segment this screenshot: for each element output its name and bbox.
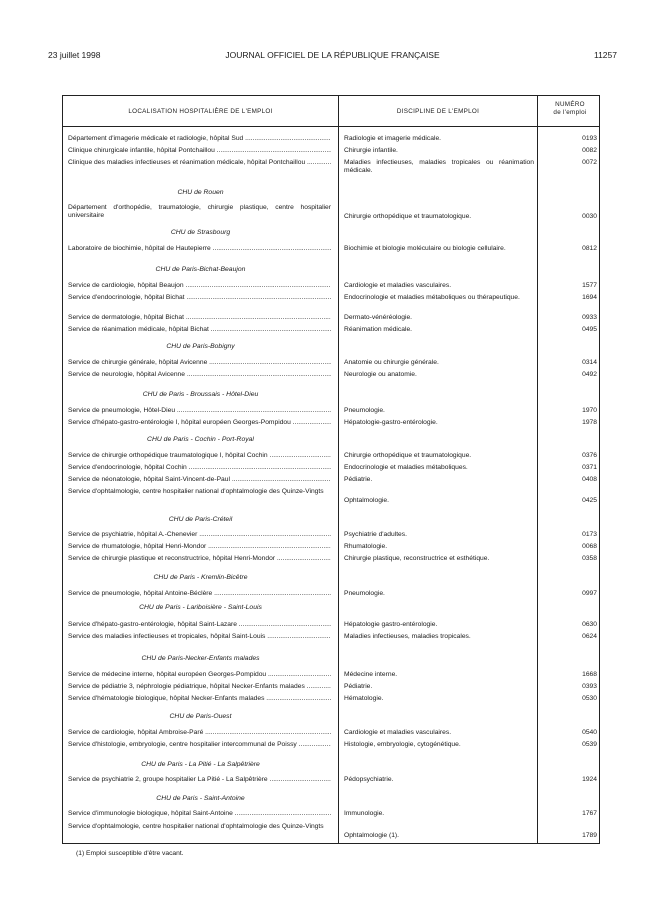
cell-numero: 0173 xyxy=(582,531,597,538)
cell-localisation xyxy=(68,294,331,302)
cell-numero: 0624 xyxy=(582,633,597,640)
column-divider xyxy=(537,96,538,843)
cell-localisation-text: Service des maladies infectieuses et tropicales, hôpital Saint-Louis ..... xyxy=(68,633,331,640)
footnote: (1) Emploi susceptible d'être vacant. xyxy=(76,850,184,857)
page-header xyxy=(48,50,617,62)
cell-numero: 1577 xyxy=(582,282,597,289)
cell-localisation xyxy=(68,823,331,831)
cell-localisation xyxy=(68,683,331,691)
cell-numero: 1789 xyxy=(582,832,597,839)
cell-discipline: Neurologie ou anatomie. xyxy=(344,371,417,378)
cell-discipline: Histologie, embryologie, cytogénétique. xyxy=(344,741,461,748)
cell-localisation xyxy=(68,729,331,737)
group-heading: CHU de Paris - Lariboisière - Saint-Louis xyxy=(139,604,262,611)
appointments-table xyxy=(62,95,600,844)
cell-discipline: Endocrinologie et maladies métaboliques. xyxy=(344,464,468,471)
column-divider xyxy=(338,96,339,843)
cell-numero: 0495 xyxy=(582,326,597,333)
cell-discipline: Ophtalmologie. xyxy=(344,497,389,504)
cell-discipline: Pédiatrie. xyxy=(344,476,373,483)
cell-discipline: Immunologie. xyxy=(344,810,385,817)
cell-discipline: Chirurgie infantile. xyxy=(344,147,398,154)
cell-localisation-text: Service de chirurgie orthopédique traumatologique I, hôpital Cochin ..... xyxy=(68,452,331,459)
cell-localisation xyxy=(68,245,331,253)
group-heading: CHU de Paris - La Pitié - La Salpêtrière xyxy=(141,761,260,768)
cell-discipline: Maladies infectieuses, maladies tropicales. xyxy=(344,633,471,640)
column-header-discipline: DISCIPLINE DE L'EMPLOI xyxy=(396,108,480,115)
cell-localisation xyxy=(68,671,331,679)
cell-discipline: Maladies infectieuses, maladies tropicales ou réanimation médicale. xyxy=(344,159,534,174)
group-heading: CHU de Paris-Bobigny xyxy=(166,343,235,350)
column-header-numero-line2: de l'emploi xyxy=(553,108,587,116)
cell-numero: 1970 xyxy=(582,407,597,414)
cell-localisation-text: Clinique des maladies infectieuses et réanimation médicale, hôpital Pontchaillou ..... xyxy=(68,159,331,166)
cell-discipline: Rhumatologie. xyxy=(344,543,388,550)
cell-localisation xyxy=(68,159,331,167)
cell-discipline: Radiologie et imagerie médicale. xyxy=(344,135,442,142)
cell-numero: 0371 xyxy=(582,464,597,471)
group-heading: CHU de Paris - Cochin - Port-Royal xyxy=(147,436,254,443)
group-heading: CHU de Rouen xyxy=(177,189,224,196)
cell-localisation xyxy=(68,204,331,220)
cell-numero: 0492 xyxy=(582,371,597,378)
cell-localisation-text: Service de psychiatrie 2, groupe hospitalier La Pitié - La Salpêtrière ..... xyxy=(68,776,331,783)
cell-localisation xyxy=(68,464,331,472)
cell-discipline: Cardiologie et maladies vasculaires. xyxy=(344,282,452,289)
cell-numero: 0408 xyxy=(582,476,597,483)
cell-localisation-text: Service de réanimation médicale, hôpital Bichat ..... xyxy=(68,326,331,333)
cell-localisation xyxy=(68,326,331,334)
cell-localisation xyxy=(68,543,331,551)
cell-numero: 0425 xyxy=(582,497,597,504)
group-heading: CHU de Paris-Necker-Enfants malades xyxy=(141,655,260,662)
cell-localisation-text: Service d'endocrinologie, hôpital Cochin ..... xyxy=(68,464,331,471)
cell-discipline: Pneumologie. xyxy=(344,590,385,597)
cell-numero: 0376 xyxy=(582,452,597,459)
cell-localisation-text: Service de psychiatrie, hôpital A.-Chenevier ..... xyxy=(68,531,331,538)
cell-localisation-text: Service d'hépato-gastro-entérologie, hôpital Saint-Lazare ..... xyxy=(68,621,331,628)
cell-localisation xyxy=(68,314,331,322)
cell-numero: 0997 xyxy=(582,590,597,597)
cell-localisation-text: Service d'histologie, embryologie, centre hospitalier intercommunal de Poissy ..... xyxy=(68,741,331,748)
cell-numero: 0072 xyxy=(582,159,597,166)
cell-localisation-text: Service de dermatologie, hôpital Bichat ..... xyxy=(68,314,331,321)
group-heading: CHU de Paris-Créteil xyxy=(168,516,233,523)
column-header-numero-line1: NUMÉRO xyxy=(555,101,585,108)
cell-localisation xyxy=(68,776,331,784)
cell-localisation-text: Service de neurologie, hôpital Avicenne ..... xyxy=(68,371,331,378)
cell-discipline: Chirurgie plastique, reconstructrice et esthétique. xyxy=(344,555,490,562)
cell-localisation-text: Service de pneumologie, hôpital Antoine-Béclère ..... xyxy=(68,590,331,597)
cell-localisation-text: Service d'hématologie biologique, hôpital Necker-Enfants malades ..... xyxy=(68,695,331,702)
cell-discipline: Médecine interne. xyxy=(344,671,398,678)
cell-localisation-text: Service de chirurgie générale, hôpital Avicenne ..... xyxy=(68,359,331,366)
cell-localisation-text: Service d'endocrinologie, hôpital Bichat ..... xyxy=(68,294,331,301)
cell-discipline: Réanimation médicale. xyxy=(344,326,413,333)
cell-numero: 1924 xyxy=(582,776,597,783)
cell-localisation xyxy=(68,810,331,818)
cell-localisation-text: Département d'orthopédie, traumatologie, chirurgie plastique, centre hospitalier universitaire xyxy=(68,204,331,219)
cell-numero: 0630 xyxy=(582,621,597,628)
cell-localisation xyxy=(68,621,331,629)
cell-numero: 0068 xyxy=(582,543,597,550)
header-divider xyxy=(63,126,599,127)
cell-discipline: Chirurgie orthopédique et traumatologique. xyxy=(344,452,472,459)
cell-localisation-text: Service d'hépato-gastro-entérologie I, hôpital européen Georges-Pompidou ..... xyxy=(68,419,331,426)
page-number: 11257 xyxy=(593,50,617,60)
cell-localisation-text: Département d'imagerie médicale et radiologie, hôpital Sud ..... xyxy=(68,135,331,142)
cell-numero: 1978 xyxy=(582,419,597,426)
cell-localisation-text: Service de pédiatrie 3, néphrologie pédiatrique, hôpital Necker-Enfants malades ..... xyxy=(68,683,331,690)
cell-numero: 0933 xyxy=(582,314,597,321)
column-header-numero xyxy=(539,101,601,116)
cell-localisation xyxy=(68,633,331,641)
cell-numero: 0358 xyxy=(582,555,597,562)
cell-localisation-text: Service de néonatologie, hôpital Saint-Vincent-de-Paul ..... xyxy=(68,476,331,483)
cell-localisation-text: Service de cardiologie, hôpital Ambroise-Paré ..... xyxy=(68,729,331,736)
cell-localisation xyxy=(68,741,331,749)
cell-numero: 0393 xyxy=(582,683,597,690)
group-heading: CHU de Paris - Kremlin-Bicêtre xyxy=(153,574,248,581)
cell-numero: 0082 xyxy=(582,147,597,154)
cell-localisation xyxy=(68,407,331,415)
cell-localisation xyxy=(68,476,331,484)
cell-discipline: Cardiologie et maladies vasculaires. xyxy=(344,729,452,736)
cell-localisation-text: Service de chirurgie plastique et reconstructrice, hôpital Henri-Mondor ..... xyxy=(68,555,331,562)
group-heading: CHU de Strasbourg xyxy=(170,229,231,236)
cell-localisation-text: Service de cardiologie, hôpital Beaujon ..... xyxy=(68,282,331,289)
cell-discipline: Hépatologie-gastro-entérologie. xyxy=(344,419,438,426)
cell-discipline: Dermato-vénéréologie. xyxy=(344,314,413,321)
group-heading: CHU de Paris - Saint-Antoine xyxy=(156,795,245,802)
cell-numero: 0030 xyxy=(582,213,597,220)
group-heading: CHU de Paris-Bichat-Beaujon xyxy=(155,266,246,273)
cell-localisation xyxy=(68,371,331,379)
cell-numero: 1694 xyxy=(582,294,597,301)
cell-localisation-text: Clinique chirurgicale infantile, hôpital Pontchaillou ..... xyxy=(68,147,331,154)
cell-discipline: Endocrinologie et maladies métaboliques ou thérapeutique. xyxy=(344,294,520,301)
cell-localisation xyxy=(68,590,331,598)
cell-localisation-text: Service de rhumatologie, hôpital Henri-Mondor ..... xyxy=(68,543,331,550)
cell-numero: 1668 xyxy=(582,671,597,678)
cell-localisation xyxy=(68,695,331,703)
cell-discipline: Anatomie ou chirurgie générale. xyxy=(344,359,439,366)
journal-title: JOURNAL OFFICIEL DE LA RÉPUBLIQUE FRANÇAISE xyxy=(225,50,440,60)
cell-localisation-text: Service de pneumologie, Hôtel-Dieu ..... xyxy=(68,407,331,414)
cell-discipline: Chirurgie orthopédique et traumatologique. xyxy=(344,213,472,220)
cell-numero: 0530 xyxy=(582,695,597,702)
cell-discipline: Ophtalmologie (1). xyxy=(344,832,400,839)
cell-numero: 0193 xyxy=(582,135,597,142)
cell-discipline: Pédopsychiatrie. xyxy=(344,776,394,783)
cell-numero: 0540 xyxy=(582,729,597,736)
group-heading: CHU de Paris-Ouest xyxy=(169,713,232,720)
cell-localisation xyxy=(68,359,331,367)
cell-localisation xyxy=(68,282,331,290)
cell-numero: 0812 xyxy=(582,245,597,252)
cell-numero: 0314 xyxy=(582,359,597,366)
cell-localisation xyxy=(68,135,331,143)
cell-discipline: Pédiatrie. xyxy=(344,683,373,690)
cell-discipline: Psychiatrie d'adultes. xyxy=(344,531,407,538)
cell-localisation xyxy=(68,555,331,563)
cell-numero: 0539 xyxy=(582,741,597,748)
column-header-localisation: LOCALISATION HOSPITALIÈRE DE L'EMPLOI xyxy=(128,108,273,115)
cell-localisation-text: Service d'immunologie biologique, hôpital Saint-Antoine ..... xyxy=(68,810,331,817)
cell-discipline: Biochimie et biologie moléculaire ou biologie cellulaire. xyxy=(344,245,506,252)
header-date: 23 juillet 1998 xyxy=(48,50,101,60)
group-heading: CHU de Paris - Broussais - Hôtel-Dieu xyxy=(142,391,259,398)
cell-localisation xyxy=(68,531,331,539)
cell-discipline: Pneumologie. xyxy=(344,407,385,414)
cell-localisation xyxy=(68,452,331,460)
cell-discipline: Hépatologie gastro-entérologie. xyxy=(344,621,438,628)
cell-numero: 1767 xyxy=(582,810,597,817)
cell-discipline: Hématologie. xyxy=(344,695,384,702)
cell-localisation-text: Service d'ophtalmologie, centre hospitalier national d'ophtalmologie des Quinze-Vingts xyxy=(68,488,324,495)
cell-localisation xyxy=(68,419,331,427)
cell-localisation-text: Laboratoire de biochimie, hôpital de Hautepierre ..... xyxy=(68,245,331,252)
cell-localisation xyxy=(68,147,331,155)
cell-localisation-text: Service de médecine interne, hôpital européen Georges-Pompidou ..... xyxy=(68,671,331,678)
cell-localisation-text: Service d'ophtalmologie, centre hospitalier national d'ophtalmologie des Quinze-Vingts xyxy=(68,823,324,830)
cell-localisation xyxy=(68,488,331,496)
